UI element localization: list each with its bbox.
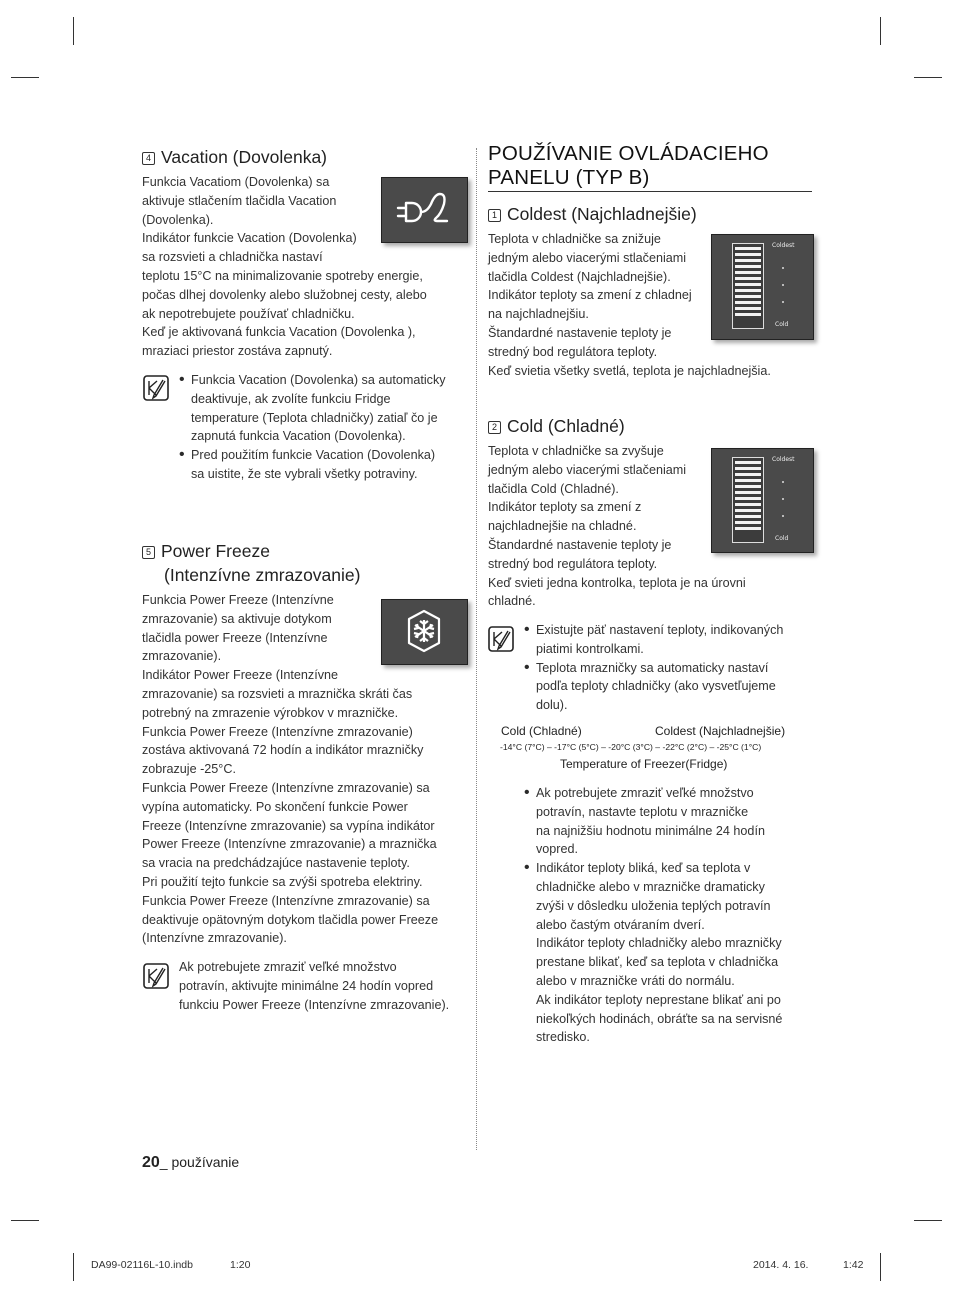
vacation-heading: 4 Vacation (Dovolenka): [142, 146, 467, 168]
vacation-plug-icon: [382, 178, 467, 242]
vacation-intro: Funkcia Vacatiom (Dovolenka) sa aktivuje stlačením tlačidla Vacation (Dovolenka). Indikátor funkcie Vacation (Dovolenka) sa rozsvieti a chladnička nastaví: [142, 175, 357, 265]
coldest-panel-image: [711, 234, 814, 340]
page-number: 20: [142, 1154, 160, 1171]
vacation-note: [179, 371, 469, 484]
bullet-item: • Indikátor teploty bliká, keď sa teplota v chladničke alebo v mrazničke dramaticky zvýši v dôsledku uloženia teplých potravín alebo častým otváraním dverí. Indikátor teploty chladničky alebo mrazničky prestane blikať, keď sa teplota v chladnička alebo v mrazničke vráti do normálu. Ak indikátor teploty neprestane blikať ani po niekoľkých hodinách, obráťte sa na servisné stredisko.: [524, 859, 819, 1047]
cold-panel-image: [711, 448, 814, 553]
indicator-bars: [732, 457, 764, 543]
vacation-body: teplotu 15°C na minimalizovanie spotreby energie, počas dlhej dovolenky alebo služobnej cesty, alebo ak nepotrebujete používať chladničku. Keď je aktivovaná funkcia Vacation (Dovolenka ), mraziaci priestor zostáva zapnutý.: [142, 268, 427, 359]
print-page: 1:20: [230, 1259, 251, 1271]
crop-mark: [11, 1220, 39, 1221]
step-number: 2: [488, 421, 501, 434]
power-freeze-heading: 5 Power Freeze: [142, 540, 472, 562]
freezer-bullets: [524, 784, 819, 1047]
panel-label-cold: Cold: [775, 321, 789, 328]
coldest-heading: 1 Coldest (Najchladnejšie): [488, 203, 818, 225]
crop-mark: [11, 77, 39, 78]
scale-right-label: Coldest (Najchladnejšie): [655, 724, 786, 738]
crop-mark: [880, 17, 881, 45]
column-divider: [476, 148, 477, 1150]
scale-caption: Temperature of Freezer(Fridge): [560, 757, 728, 771]
coldest-body: Teplota v chladničke sa znižuje jedným alebo viacerými stlačeniami tlačidla Coldest (Najchladnejšie). Indikátor teploty sa zmení z chladnej na najchladnejšiu. Štandardné nastavenie teploty je stredný bod regulátora teploty. Keď svietia všetky svetlá, teplota je najchladnejšia.: [488, 232, 771, 378]
indicator-bars: [732, 243, 764, 329]
bullet-item: • Ak potrebujete zmraziť veľké množstvo potravín, nastavte teplotu v mrazničke na najnižšiu hodnotu minimálne 24 hodín vopred.: [524, 784, 819, 859]
step-number: 5: [142, 546, 155, 559]
scale-left-label: Cold (Chladné): [501, 724, 582, 738]
note-icon: [143, 375, 169, 401]
crop-mark: [73, 1253, 74, 1281]
power-freeze-note: Ak potrebujete zmraziť veľké množstvo potravín, aktivujte minimálne 24 hodín vopred funkciu Power Freeze (Intenzívne zmrazovanie).: [179, 960, 450, 1012]
page-footer: [142, 1154, 239, 1172]
temperature-note: [524, 621, 819, 715]
cold-heading: 2 Cold (Chladné): [488, 415, 818, 437]
section-name: _ používanie: [159, 1154, 240, 1170]
snowflake-icon: [382, 600, 467, 664]
panel-label-coldest: Coldest: [772, 242, 795, 249]
note-icon: [488, 626, 514, 652]
vacation-button-image: [381, 177, 468, 243]
crop-mark: [914, 77, 942, 78]
crop-mark: [914, 1220, 942, 1221]
power-freeze-subheading: (Intenzívne zmrazovanie): [164, 565, 361, 585]
step-number: 1: [488, 209, 501, 222]
note-bullet: • Pred použitím funkcie Vacation (Dovolenka) sa uistite, že ste vybrali všetky potraviny.: [179, 446, 469, 484]
power-freeze-intro: Funkcia Power Freeze (Intenzívne zmrazovanie) sa aktivuje dotykom tlačidla power Freeze (Intenzívne zmrazovanie). Indikátor Power Freeze (Intenzívne: [142, 593, 338, 683]
note-bullet: • Teplota mrazničky sa automaticky nastaví podľa teploty chladničky (ako vysvetľujeme dolu).: [524, 659, 819, 715]
power-freeze-button-image: [381, 599, 468, 665]
title-rule: [488, 191, 812, 192]
step-number: 4: [142, 152, 155, 165]
power-freeze-body: zmrazovanie) sa rozsvieti a mraznička skráti čas potrebný na zmrazenie výrobkov v mrazničke. Funkcia Power Freeze (Intenzívne zmrazovanie) zostáva aktivovaná 72 hodín a indikátor mrazničky zobrazuje -25°C. Funkcia Power Freeze (Intenzívne zmrazovanie) sa vypína automaticky. Po skončení funkcie Power Freeze (Intenzívne zmrazovanie) sa vypína indikátor Power Freeze (Intenzívne zmrazovanie) a mraznička sa vracia na predchádzajúce nastavenie teploty. Pri použití tejto funkcie sa zvýši spotreba elektriny. Funkcia Power Freeze (Intenzívne zmrazovanie) sa deaktivuje opätovným dotykom tlačidla power Freeze (Intenzívne zmrazovanie).: [142, 686, 439, 946]
crop-mark: [73, 17, 74, 45]
scale-values: -14°C (7°C) – -17°C (5°C) – -20°C (3°C) – -22°C (2°C) – -25°C (1°C): [500, 742, 762, 752]
print-time: 1:42: [843, 1259, 864, 1271]
print-date: 2014. 4. 16.: [753, 1259, 809, 1271]
panel-label-cold: Cold: [775, 535, 789, 542]
control-panel-title: POUŽÍVANIE OVLÁDACIEHO PANELU (TYP B): [488, 142, 812, 192]
cold-body: Teplota v chladničke sa zvyšuje jedným alebo viacerými stlačeniami tlačidla Cold (Chladné). Indikátor teploty sa zmení z najchladnejšie na chladné. Štandardné nastavenie teploty je stredný bod regulátora teploty. Keď svieti jedna kontrolka, teplota je na úrovni chladné.: [488, 444, 746, 609]
print-file: DA99-02116L-10.indb: [91, 1259, 193, 1271]
note-icon: [143, 963, 169, 989]
panel-label-coldest: Coldest: [772, 456, 795, 463]
crop-mark: [880, 1253, 881, 1281]
note-bullet: • Funkcia Vacation (Dovolenka) sa automaticky deaktivuje, ak zvolíte funkciu Fridge temperature (Teplota chladničky) zatiaľ čo je zapnutá funkcia Vacation (Dovolenka).: [179, 371, 469, 446]
note-bullet: • Existujte päť nastavení teploty, indikovaných piatimi kontrolkami.: [524, 621, 819, 659]
